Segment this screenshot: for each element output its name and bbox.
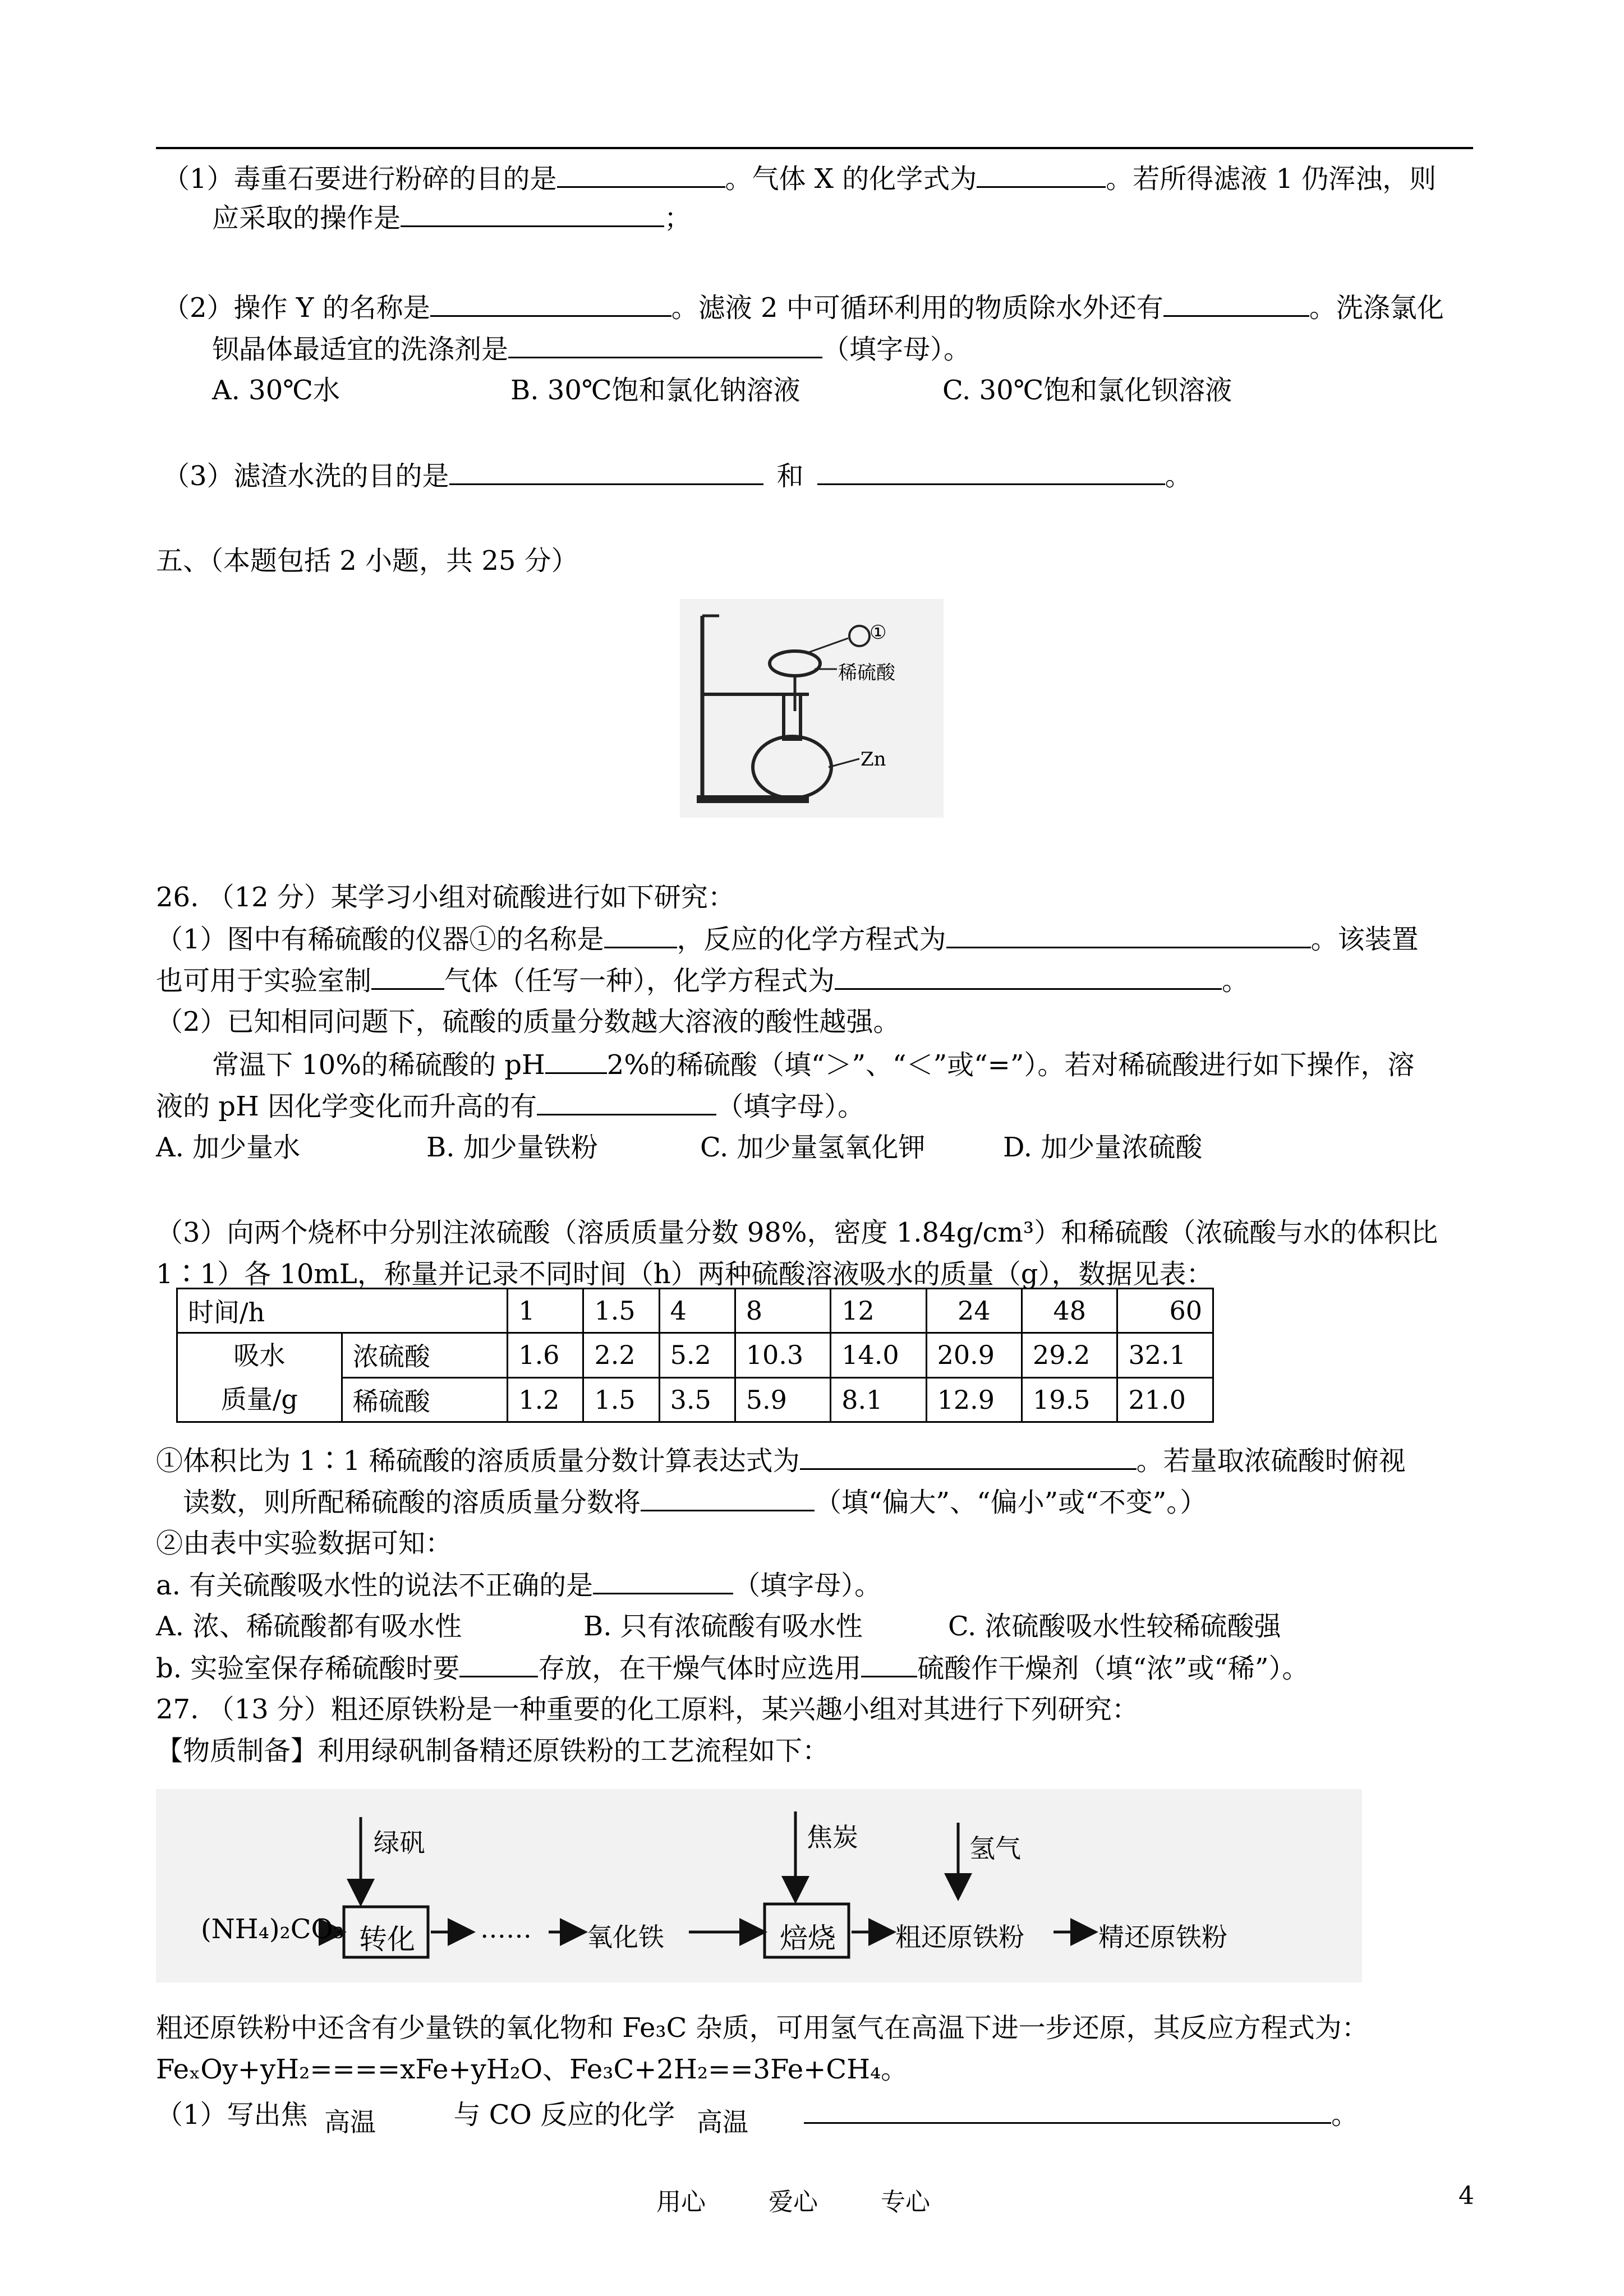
flow-input: (NH₄)₂CO₃ <box>201 1914 344 1945</box>
text: 钡晶体最适宜的洗涤剂是 <box>212 334 509 365</box>
q26-sub2a <box>156 1568 881 1602</box>
text: ①体积比为 1∶1 稀硫酸的溶质质量分数计算表达式为 <box>156 1445 800 1477</box>
text: 气体（任写一种），化学方程式为 <box>444 965 835 997</box>
text: （填字母）。 <box>716 1091 865 1122</box>
text: 与 CO 反应的化学 <box>453 2099 675 2131</box>
table-cell: 4 <box>659 1289 735 1333</box>
text: 存放，在干燥气体时应选用 <box>538 1653 862 1684</box>
q27-description-1: 粗还原铁粉中还含有少量铁的氧化物和 Fe₃C 杂质，可用氢气在高温下进一步还原，其反应方程式为： <box>156 2012 1369 2044</box>
answer-blank[interactable] <box>861 1651 917 1677</box>
table-cell: 3.5 <box>659 1377 735 1422</box>
table-cell: 1.5 <box>583 1289 659 1333</box>
header-rule <box>156 147 1473 149</box>
flow-reagent-1: 绿矾 <box>374 1828 425 1858</box>
answer-blank[interactable] <box>401 201 664 227</box>
answer-blank[interactable] <box>641 1485 815 1511</box>
table-cell: 10.3 <box>735 1333 830 1378</box>
text: （1）图中有稀硫酸的仪器①的名称是 <box>156 924 604 955</box>
q26-sub2b <box>156 1651 1309 1685</box>
table-cell: 8.1 <box>831 1377 926 1422</box>
figure-label-1: ① <box>869 621 887 644</box>
answer-blank[interactable] <box>371 963 444 990</box>
apparatus-drawing <box>680 599 944 818</box>
table-cell: 21.0 <box>1117 1377 1213 1422</box>
overlay-label-high-temp: 高温 <box>697 2107 748 2137</box>
q26-sub2a-option-a: A. 浓、稀硫酸都有吸水性 <box>156 1611 462 1642</box>
flow-reagent-2: 焦炭 <box>807 1822 858 1852</box>
q26-sub1-line2 <box>183 1485 1207 1519</box>
apparatus-figure <box>680 599 944 818</box>
answer-blank[interactable] <box>459 1651 538 1677</box>
q25-part2-line2 <box>212 332 970 366</box>
text: 常温下 10%的稀硫酸的 pH <box>212 1049 545 1081</box>
overlay-label-high-temp: 高温 <box>324 2107 376 2137</box>
table-cell: 2.2 <box>583 1333 659 1378</box>
answer-blank[interactable] <box>1163 291 1309 317</box>
text: （填字母）。 <box>822 334 971 365</box>
text: （1）写出焦 <box>156 2099 308 2131</box>
answer-blank[interactable] <box>449 459 763 485</box>
text: （1）毒重石要进行粉碎的目的是 <box>163 163 557 195</box>
text: 。 <box>1222 965 1249 997</box>
text: （3）滤渣水洗的目的是 <box>163 460 449 492</box>
table-cell: 5.9 <box>735 1377 830 1422</box>
row-group-label: 质量/g <box>220 1384 298 1414</box>
table-row-group <box>177 1333 342 1422</box>
answer-blank[interactable] <box>800 1444 1137 1470</box>
answer-blank[interactable] <box>557 162 725 188</box>
table-row <box>177 1333 1213 1378</box>
water-absorption-table <box>176 1288 1214 1423</box>
answer-blank[interactable] <box>545 1048 607 1074</box>
answer-blank[interactable] <box>946 922 1311 948</box>
figure-label-zn: Zn <box>861 748 886 771</box>
answer-blank[interactable] <box>593 1568 733 1594</box>
table-cell: 12.9 <box>926 1377 1022 1422</box>
table-row-name: 稀硫酸 <box>342 1377 508 1422</box>
answer-blank[interactable] <box>977 162 1106 188</box>
q26-part2-heading: （2）已知相同问题下，硫酸的质量分数越大溶液的酸性越强。 <box>156 1006 900 1038</box>
footer-right: 专心 <box>881 2188 930 2216</box>
flow-product-1: 粗还原铁粉 <box>895 1922 1024 1952</box>
table-cell: 1.2 <box>508 1377 583 1422</box>
q27-preparation: 【物质制备】利用绿矾制备精还原铁粉的工艺流程如下： <box>156 1735 830 1767</box>
text: 。若所得滤液 1 仍浑浊，则 <box>1106 163 1437 195</box>
q26-heading: 26. （12 分）某学习小组对硫酸进行如下研究： <box>156 882 735 913</box>
text: ，反应的化学方程式为 <box>677 924 946 955</box>
q26-sub2a-option-c: C. 浓硫酸吸水性较稀硫酸强 <box>948 1611 1281 1642</box>
text: 读数，则所配稀硫酸的溶质质量分数将 <box>183 1487 641 1518</box>
table-header-label: 时间/h <box>177 1289 508 1333</box>
text: 。洗涤氯化 <box>1309 292 1444 324</box>
text: 2%的稀硫酸（填“＞”、“＜”或“=”）。若对稀硫酸进行如下操作，溶 <box>606 1049 1415 1081</box>
q25-option-c: C. 30℃饱和氯化钡溶液 <box>942 375 1232 406</box>
table-cell: 8 <box>735 1289 830 1333</box>
text: 液的 pH 因化学变化而升高的有 <box>156 1091 537 1122</box>
text: 。若量取浓硫酸时俯视 <box>1136 1445 1406 1477</box>
table-cell: 48 <box>1022 1289 1117 1333</box>
flow-dots: …… <box>480 1914 532 1944</box>
q26-part2-line1 <box>212 1048 1414 1082</box>
q27-heading: 27. （13 分）粗还原铁粉是一种重要的化工原料，某兴趣小组对其进行下列研究： <box>156 1694 1139 1725</box>
q27-description-2: FeₓOy+yH₂====xFe+yH₂O、Fe₃C+2H₂==3Fe+CH₄。 <box>156 2054 908 2085</box>
table-cell: 1 <box>508 1289 583 1333</box>
footer-mid: 爱心 <box>769 2188 818 2216</box>
flow-step-1: 转化 <box>359 1923 415 1956</box>
answer-blank[interactable] <box>604 922 677 948</box>
text: ； <box>664 202 692 234</box>
page-number: 4 <box>1459 2182 1474 2210</box>
q26-option-c: C. 加少量氢氧化钾 <box>700 1132 926 1163</box>
table-cell: 60 <box>1117 1289 1213 1333</box>
table-cell: 1.6 <box>508 1333 583 1378</box>
table-cell: 20.9 <box>926 1333 1022 1378</box>
flow-product-2: 精还原铁粉 <box>1098 1922 1227 1952</box>
table-header-row <box>177 1289 1213 1333</box>
text: 。 <box>1165 460 1192 492</box>
text: 。该装置 <box>1310 924 1419 955</box>
text: （填“偏大”、“偏小”或“不变”。） <box>815 1487 1207 1518</box>
text: 。气体 X 的化学式为 <box>725 163 977 195</box>
table-cell: 5.2 <box>659 1333 735 1378</box>
table-cell: 12 <box>831 1289 926 1333</box>
text: 和 <box>776 460 804 492</box>
text: （2）操作 Y 的名称是 <box>163 292 430 324</box>
text: 。 <box>1331 2099 1359 2131</box>
q26-part1-line2 <box>156 963 1249 998</box>
section-5-title: 五、（本题包括 2 小题，共 25 分） <box>156 545 578 577</box>
q26-part3-line1: （3）向两个烧杯中分别注浓硫酸（溶质质量分数 98%，密度 1.84g/cm³）和稀硫酸（浓硫酸与水的体积比 <box>156 1217 1438 1248</box>
figure-label-acid: 稀硫酸 <box>838 662 895 684</box>
table-cell: 24 <box>926 1289 1022 1333</box>
flow-intermediate: 氧化铁 <box>587 1922 664 1952</box>
q25-part1-line1 <box>163 162 1436 196</box>
table-cell: 1.5 <box>583 1377 659 1422</box>
answer-blank[interactable] <box>508 332 822 358</box>
q26-part1-line1 <box>156 922 1419 956</box>
table-row-name: 浓硫酸 <box>342 1333 508 1378</box>
q25-option-a: A. 30℃水 <box>212 375 340 406</box>
text: 也可用于实验室制 <box>156 965 372 997</box>
answer-blank[interactable] <box>804 2097 1331 2124</box>
q26-sub1-line1 <box>156 1444 1406 1478</box>
q25-part1-line2 <box>212 201 691 235</box>
q26-sub2-heading: ②由表中实验数据可知： <box>156 1528 453 1559</box>
q25-part3 <box>163 459 1192 493</box>
footer-left: 用心 <box>656 2188 706 2216</box>
q25-part2-line1 <box>163 291 1444 325</box>
table-cell: 32.1 <box>1117 1333 1213 1378</box>
row-group-label: 吸水 <box>233 1340 286 1371</box>
text: 应采取的操作是 <box>212 202 401 234</box>
q26-part3-line2: 1∶1）各 10mL，称量并记录不同时间（h）两种硫酸溶液吸水的质量（g），数据见表： <box>156 1258 1213 1290</box>
flow-step-2: 焙烧 <box>780 1922 836 1954</box>
q26-sub2a-option-b: B. 只有浓硫酸有吸水性 <box>583 1611 863 1642</box>
table-cell: 19.5 <box>1022 1377 1117 1422</box>
q26-option-b: B. 加少量铁粉 <box>426 1132 598 1163</box>
process-flow-figure <box>156 1789 1362 1983</box>
text: b. 实验室保存稀硫酸时要 <box>156 1653 460 1684</box>
table-cell: 29.2 <box>1022 1333 1117 1378</box>
q26-part2-line2 <box>156 1089 864 1123</box>
answer-blank[interactable] <box>817 459 1165 485</box>
text: （填字母）。 <box>733 1570 882 1601</box>
q26-option-a: A. 加少量水 <box>156 1132 301 1163</box>
answer-blank[interactable] <box>835 963 1222 990</box>
text: 。滤液 2 中可循环利用的物质除水外还有 <box>671 292 1163 324</box>
answer-blank[interactable] <box>430 291 671 317</box>
text: a. 有关硫酸吸水性的说法不正确的是 <box>156 1570 594 1601</box>
q26-option-d: D. 加少量浓硫酸 <box>1003 1132 1203 1163</box>
answer-blank[interactable] <box>537 1089 716 1115</box>
table-cell: 14.0 <box>831 1333 926 1378</box>
text: 硫酸作干燥剂（填“浓”或“稀”）。 <box>917 1653 1309 1684</box>
flow-reagent-3: 氢气 <box>969 1833 1021 1864</box>
q25-option-b: B. 30℃饱和氯化钠溶液 <box>510 375 801 406</box>
